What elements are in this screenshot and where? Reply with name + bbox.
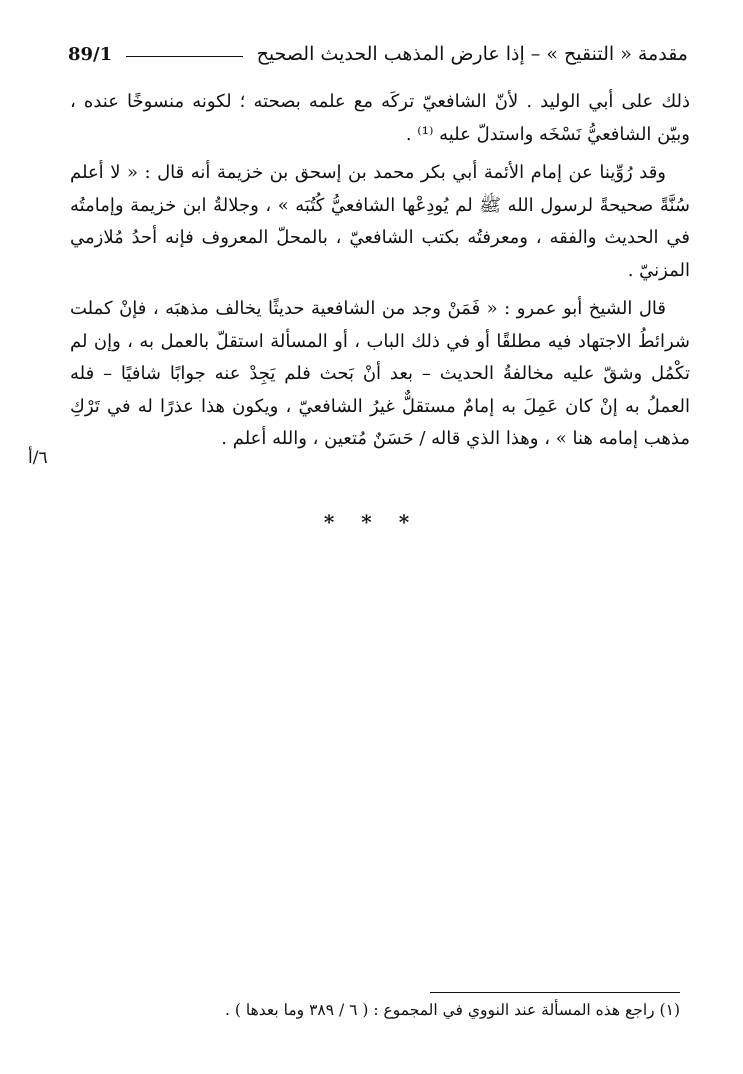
paragraph-2: وقد رُوِّينا عن إمام الأئمة أبي بكر محمد بن إسحق بن خزيمة أنه قال : « لا أعلم سُنَّةً صحيحةً لرسول الله ﷺ لم يُودِعْها الشافعيُّ كُتُبَه » ، وجلالةُ ابن خزيمة وإمامتُه في الحديث والفقه ، ومعرفتُه بكتب الشافعيّ ، بالمحلّ المعروف فإنه أحدُ مُلازمي المزنيّ . [70, 162, 690, 281]
section-separator: * * * [323, 510, 420, 534]
manuscript-folio-note: ٦/أ [28, 448, 48, 468]
footnote: (١) راجع هذه المسألة عند النووي في المجموع : ( ٦ / ٣٨٩ وما بعدها ) . [225, 1001, 680, 1019]
main-text [70, 86, 690, 462]
page-number: 89/1 [68, 43, 113, 65]
paragraph-3: قال الشيخ أبو عمرو : « فَمَنْ وجد من الشافعية حديثًا يخالف مذهبَه ، فإنْ كملت شرائطُ الاجتهاد فيه مطلقًا أو في ذلك الباب ، أو المسألة استقلّ بالعمل به ، وإن لم تكْمُل وشقّ عليه مخالفةُ الحديث – بعد أنْ بَحث فلم يَجِدْ عنه جوابًا شافيًا – فله العملُ به إنْ كان عَمِلَ به إمامٌ مستقلٌّ غيرُ الشافعيّ ، ويكون هذا عذرًا له في تَرْكِ مذهب إمامه هنا » ، وهذا الذي قاله / حَسَنٌ مُتعين ، والله أعلم . [70, 298, 690, 449]
header-rule [126, 56, 242, 57]
header-title: مقدمة « التنقيح » – إذا عارض المذهب الحديث الصحيح [256, 43, 688, 65]
running-header [68, 38, 688, 70]
paragraph-1: ذلك على أبي الوليد . لأنّ الشافعيّ تركَه مع علمه بصحته ؛ لكونه منسوخًا عنده ، وبيّن الشافعيُّ نَسْخَه واستدلّ عليه ⁽¹⁾ . [70, 91, 690, 145]
footnote-rule [430, 992, 680, 993]
